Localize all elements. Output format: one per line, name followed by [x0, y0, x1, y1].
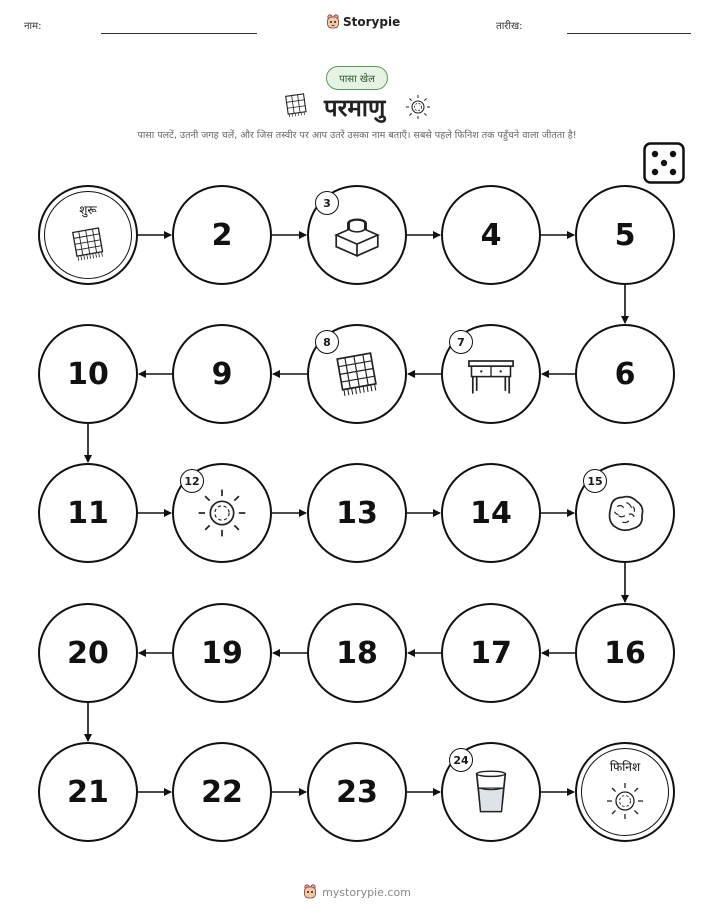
- board-space-3: [307, 185, 407, 285]
- space-number: 13: [336, 495, 378, 531]
- space-number: 2: [211, 217, 233, 253]
- space-number-badge: 24: [449, 748, 473, 772]
- board-space-14: [441, 463, 541, 563]
- board-space-23: [307, 742, 407, 842]
- board-space-2: [172, 185, 272, 285]
- board-space-11: [38, 463, 138, 563]
- board-space-8: [307, 324, 407, 424]
- space-number: 14: [470, 495, 512, 531]
- space-number-badge: 12: [180, 469, 204, 493]
- lego-brick-icon: [331, 209, 383, 261]
- board-space-20: [38, 603, 138, 703]
- space-number: 22: [201, 774, 243, 810]
- blanket-icon: [68, 224, 108, 264]
- space-number: 4: [480, 217, 502, 253]
- board-space-17: [441, 603, 541, 703]
- date-label: तारीख:: [496, 21, 523, 32]
- space-number: 20: [67, 635, 109, 671]
- footer-site[interactable]: mystorypie.com: [322, 885, 411, 899]
- finish-space: [575, 742, 675, 842]
- space-number: 10: [67, 356, 109, 392]
- space-number: 18: [336, 635, 378, 671]
- board-space-24: [441, 742, 541, 842]
- sun-icon: [605, 781, 645, 821]
- board-space-4: [441, 185, 541, 285]
- board-space-22: [172, 742, 272, 842]
- space-number-badge: 8: [315, 330, 339, 354]
- rock-icon: [599, 487, 651, 539]
- storypie-mascot-icon: [303, 884, 317, 900]
- space-number: 17: [470, 635, 512, 671]
- name-label: नाम:: [24, 21, 42, 32]
- board-space-21: [38, 742, 138, 842]
- board-space-12: [172, 463, 272, 563]
- board-space-13: [307, 463, 407, 563]
- space-number-badge: 15: [583, 469, 607, 493]
- game-type-badge: पासा खेल: [326, 66, 388, 90]
- board-space-19: [172, 603, 272, 703]
- space-number: 11: [67, 495, 109, 531]
- space-number: 6: [614, 356, 636, 392]
- space-number: 9: [211, 356, 233, 392]
- instructions: पासा पलटें, उतनी जगह चलें, और जिस तस्वीर पर आप उतरें उसका नाम बताएँ। सबसे पहले फिनिश तक पहुँचने वाला जीतता है!: [137, 130, 577, 141]
- board-space-7: [441, 324, 541, 424]
- board-space-6: [575, 324, 675, 424]
- water-glass-icon: [465, 766, 517, 818]
- table-icon: [465, 348, 517, 400]
- page-title: परमाणु: [324, 94, 386, 122]
- board-space-16: [575, 603, 675, 703]
- finish-label: फिनिश: [609, 760, 641, 774]
- board-space-9: [172, 324, 272, 424]
- board-space-5: [575, 185, 675, 285]
- start-label: शुरू: [79, 203, 97, 217]
- board-space-15: [575, 463, 675, 563]
- start-space: [38, 185, 138, 285]
- space-number: 23: [336, 774, 378, 810]
- board-space-10: [38, 324, 138, 424]
- footer: [0, 884, 714, 900]
- space-number: 21: [67, 774, 109, 810]
- space-number-badge: 7: [449, 330, 473, 354]
- blanket-icon: [331, 348, 383, 400]
- sun-icon: [196, 487, 248, 539]
- space-number: 19: [201, 635, 243, 671]
- space-number: 16: [604, 635, 646, 671]
- board-space-18: [307, 603, 407, 703]
- space-number-badge: 3: [315, 191, 339, 215]
- space-number: 5: [614, 217, 636, 253]
- brand-name: Storypie: [343, 15, 401, 29]
